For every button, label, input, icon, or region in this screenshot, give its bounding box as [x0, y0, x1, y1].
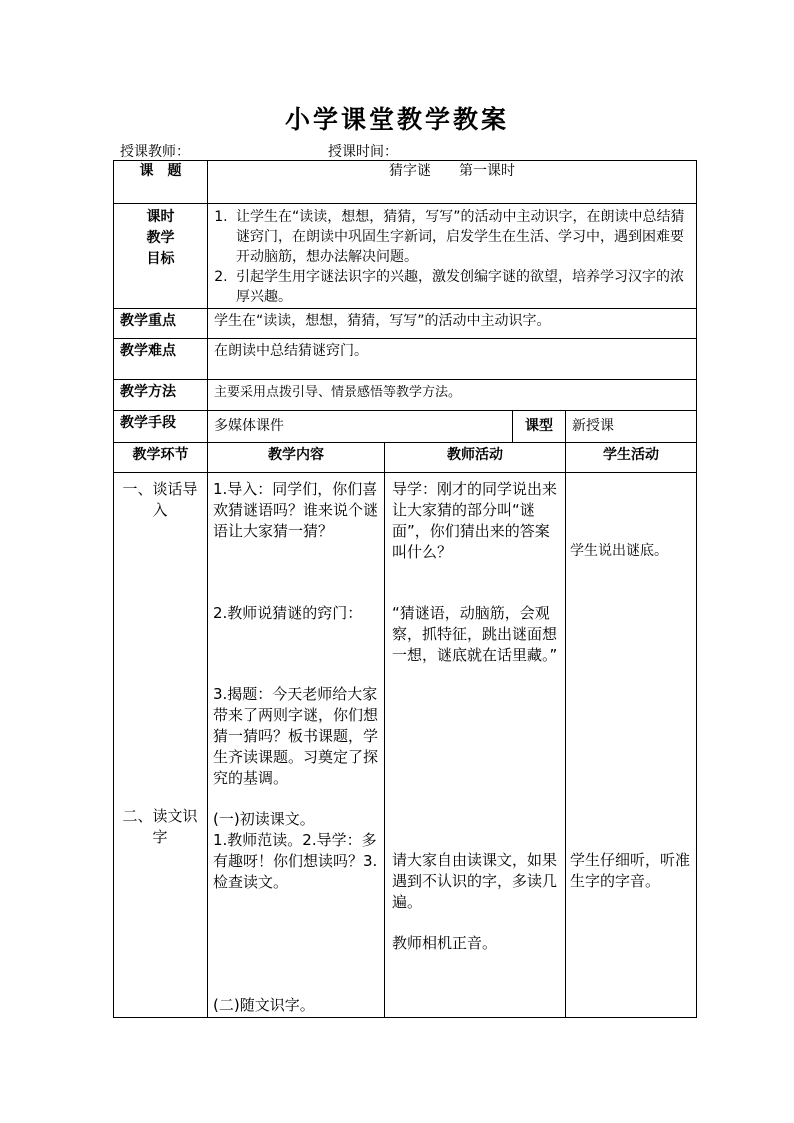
teacher-label: 授课教师： — [120, 144, 190, 160]
means-label: 教学手段 — [114, 411, 208, 443]
lesson-plan-table — [113, 160, 697, 1018]
key-points-row — [114, 309, 697, 339]
content-item: 3.揭题：今天老师给大家带来了两则字谜，你们想猜一猜吗？板书课题，学生齐读课题。习奠定了探究的基调。 — [213, 685, 379, 787]
column-header-student: 学生活动 — [566, 443, 697, 473]
document-title: 小学课堂教学教案 — [284, 105, 509, 134]
teacher-item: 请大家自由读课文，如果遇到不认识的字，多读几遍。 — [392, 851, 558, 911]
difficulty-row — [114, 339, 697, 380]
goals-label-line: 课时 — [146, 209, 175, 225]
content-item: (二)随文识字。 — [213, 996, 315, 1014]
stage-item: 二、读文识字 — [122, 807, 198, 846]
key-points-label: 教学重点 — [114, 309, 208, 339]
goals-value — [208, 204, 697, 309]
lesson-type-label: 课型 — [513, 411, 566, 443]
stage-item: 一、谈话导入 — [122, 480, 198, 519]
goal-item: 1. 让学生在“读读，想想，猜猜，写写”的活动中主动识字，在朗读中总结猜谜窍门，在朗读中巩固生字新词，启发学生在生活、学习中，遇到困难要开动脑筋，想办法解决问题。 — [232, 207, 688, 267]
content-item: (一)初读课文。 — [213, 810, 315, 828]
time-label: 授课时间： — [328, 144, 398, 160]
process-row — [114, 473, 697, 1018]
teacher-item: 导学：刚才的同学说出来让大家猜的部分叫“谜面”，你们猜出来的答案叫什么？ — [392, 480, 558, 561]
methods-row — [114, 380, 697, 411]
means-row — [114, 411, 697, 443]
content-item: 1.教师范读。2.导学：多有趣呀！你们想读吗？3.检查读文。 — [213, 831, 378, 891]
topic-label: 课 题 — [114, 161, 208, 204]
goal-item: 2. 引起学生用字谜法识字的兴趣，激发创编字谜的欲望，培养学习汉字的浓厚兴趣。 — [232, 267, 688, 307]
goals-label-line: 目标 — [146, 251, 175, 267]
goals-label-line: 教学 — [146, 230, 175, 246]
means-value: 多媒体课件 — [208, 411, 513, 443]
teacher-activity-cell — [385, 473, 566, 1018]
difficulty-label: 教学难点 — [114, 339, 208, 380]
lesson-type-value: 新授课 — [566, 411, 697, 443]
column-header-row — [114, 443, 697, 473]
topic-row — [114, 161, 697, 204]
topic-value: 猜字谜 第一课时 — [208, 161, 697, 204]
key-points-value: 学生在“读读，想想，猜猜，写写”的活动中主动识字。 — [208, 309, 697, 339]
column-header-content: 教学内容 — [208, 443, 385, 473]
student-item: 学生说出谜底。 — [570, 543, 668, 559]
goals-label — [114, 204, 208, 309]
column-header-stage: 教学环节 — [114, 443, 208, 473]
student-activity-cell — [566, 473, 697, 1018]
stage-cell — [114, 473, 208, 1018]
student-item: 学生仔细听，听准生字的字音。 — [570, 851, 691, 890]
column-header-teacher: 教师活动 — [385, 443, 566, 473]
content-item: 2.教师说猜谜的窍门： — [213, 604, 363, 622]
goals-row — [114, 204, 697, 309]
teacher-item: “猜谜语，动脑筋，会观察，抓特征，跳出谜面想一想，谜底就在话里藏。” — [392, 604, 558, 664]
content-item: 1.导入：同学们，你们喜欢猜谜语吗？谁来说个谜语让大家猜一猜？ — [213, 480, 379, 540]
difficulty-value: 在朗读中总结猜谜窍门。 — [208, 339, 697, 380]
content-cell — [208, 473, 385, 1018]
methods-label: 教学方法 — [114, 380, 208, 411]
teacher-item: 教师相机正音。 — [392, 934, 498, 952]
methods-value: 主要采用点拨引导、情景感悟等教学方法。 — [208, 380, 697, 411]
